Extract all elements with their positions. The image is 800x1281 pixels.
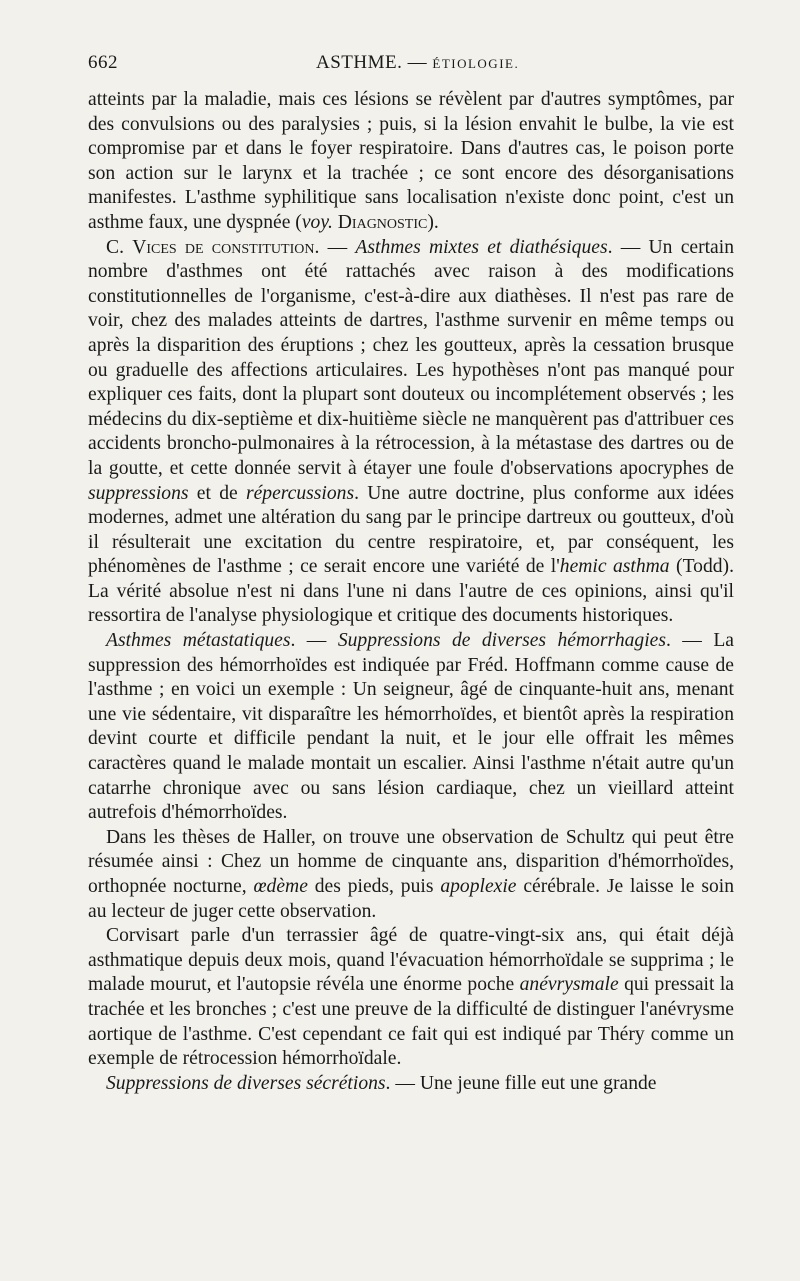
paragraph-p5	[88, 924, 734, 1072]
italic-text: Suppressions de diverses hémorrhagies	[337, 630, 666, 652]
paragraph-p1	[88, 88, 734, 236]
paragraph-p2	[88, 236, 734, 630]
paragraph-p4	[88, 826, 734, 924]
text-run: . — Un certain nombre d'asthmes ont été rattachés avec raison à des modifications constitutionnelles de l'organisme, c'est-à-dire aux diathèses. Il n'est pas rare de voir, chez des malades atteints de dartres, l'asthme survenir en même temps ou après la disparition des éruptions ; chez les goutteux, après la cessation brusque ou graduelle des affections articulaires. Les hypothèses n'ont pas manqué pour expliquer ces faits, dont la plupart sont douteux ou incomplétement observés ; les médecins du dix-septième et dix-huitième siècle ne manquèrent pas d'attribuer ces accidents broncho-pulmonaires à la rétrocession, à la métastase des dartres ou de la goutte, et cette donnée servit à étayer une foule d'observations apocryphes de	[88, 236, 734, 479]
italic-text: apoplexie	[440, 876, 517, 897]
text-run: Dans les thèses de Haller, on trouve une observation de Schultz qui peut être résumée ainsi : Chez un homme de cinquante ans, disparition d'hémorrhoïdes, orthopnée nocturne,	[88, 826, 734, 897]
italic-text: œdème	[253, 876, 308, 897]
italic-text: Asthmes mixtes et diathésiques	[355, 236, 608, 258]
text-run: cérébrale. Je laisse le soin au lecteur de juger cette observation.	[88, 876, 735, 922]
text-run: qui pressait la trachée et les bronches ; c'est une preuve de la difficulté de distinguer l'anévrysme aortique de l'asthme. C'est cependant ce fait qui est indiqué par Théry comme un exemple de rétrocession hémorrhoïdale.	[88, 974, 734, 1070]
small-caps-text: Vices de constitution	[132, 236, 315, 258]
text-run: et de	[188, 482, 246, 504]
text-run: C.	[106, 236, 133, 258]
italic-text: Asthmes métastatiques	[106, 630, 291, 652]
italic-text: Suppressions de diverses sécrétions	[106, 1072, 386, 1094]
italic-text: voy.	[301, 211, 333, 233]
running-header	[88, 52, 734, 88]
text-run: . —	[290, 630, 338, 652]
header-separator: —	[402, 52, 433, 73]
italic-text: hemic asthma	[559, 556, 670, 578]
text-run: . — Une jeune fille eut une grande	[385, 1072, 657, 1094]
running-title-block	[288, 52, 734, 74]
italic-text: anévrysmale	[519, 974, 619, 996]
text-run: . — La suppression des hémorrhoïdes est indiquée par Fréd. Hoffmann comme cause de l'asthme ; en voici un exemple : Un seigneur, âgé de cinquante-huit ans, menant une vie sédentaire, vit disparaître les hémorrhoïdes, et bientôt après la respiration devint courte et difficile pendant la nuit, et le jour elle offrait les mêmes caractères quand le malade montait un escalier. Ainsi l'asthme n'était autre qu'un catarrhe chronique avec ou sans lésion cardiaque, chez un vieillard atteint autrefois d'hémorrhoïdes.	[88, 630, 734, 824]
text-run: atteints par la maladie, mais ces lésions se révèlent par d'autres symptômes, par des convulsions ou des paralysies ; puis, si la lésion envahit le bulbe, la vie est compromise par et dans le foyer respiratoire. Dans d'autres cas, le poison porte son action sur le larynx et la trachée ; ce sont encore des désorganisations manifestes. L'asthme syphilitique sans localisation n'existe donc point, c'est un asthme faux, une dyspnée (	[88, 89, 734, 233]
text-run: ).	[427, 211, 439, 233]
text-run: des pieds, puis	[307, 876, 441, 897]
italic-text: répercussions	[245, 482, 355, 504]
page-number: 662	[88, 52, 118, 73]
text-run: . —	[314, 236, 356, 258]
text-run: . Une autre doctrine, plus conforme aux idées modernes, admet une altération du sang par le principe dartreux ou goutteux, d'où il résulterait une excitation du centre respiratoire, et, par conséquent, les phénomènes de l'asthme ; ce serait encore une variété de l'	[88, 482, 734, 578]
text-run: (Todd). La vérité absolue n'est ni dans l'une ni dans l'autre de ces opinions, ainsi qu'il ressortira de l'analyse physiologique et critique des documents historiques.	[88, 556, 734, 627]
small-caps-text: Diagnostic	[337, 211, 428, 233]
section-title: ÉTIOLOGIE.	[432, 56, 520, 71]
text-run: Corvisart parle d'un terrassier âgé de quatre-vingt-six ans, qui était déjà asthmatique depuis deux mois, quand l'évacuation hémorrhoïdale se supprima ; le malade mourut, et l'autopsie révéla une énorme poche	[88, 925, 734, 996]
body-text	[88, 88, 734, 1096]
running-title: ASTHME.	[316, 52, 403, 73]
paragraph-p6	[88, 1072, 734, 1097]
paragraph-p3	[88, 629, 734, 826]
italic-text: suppressions	[88, 482, 189, 504]
